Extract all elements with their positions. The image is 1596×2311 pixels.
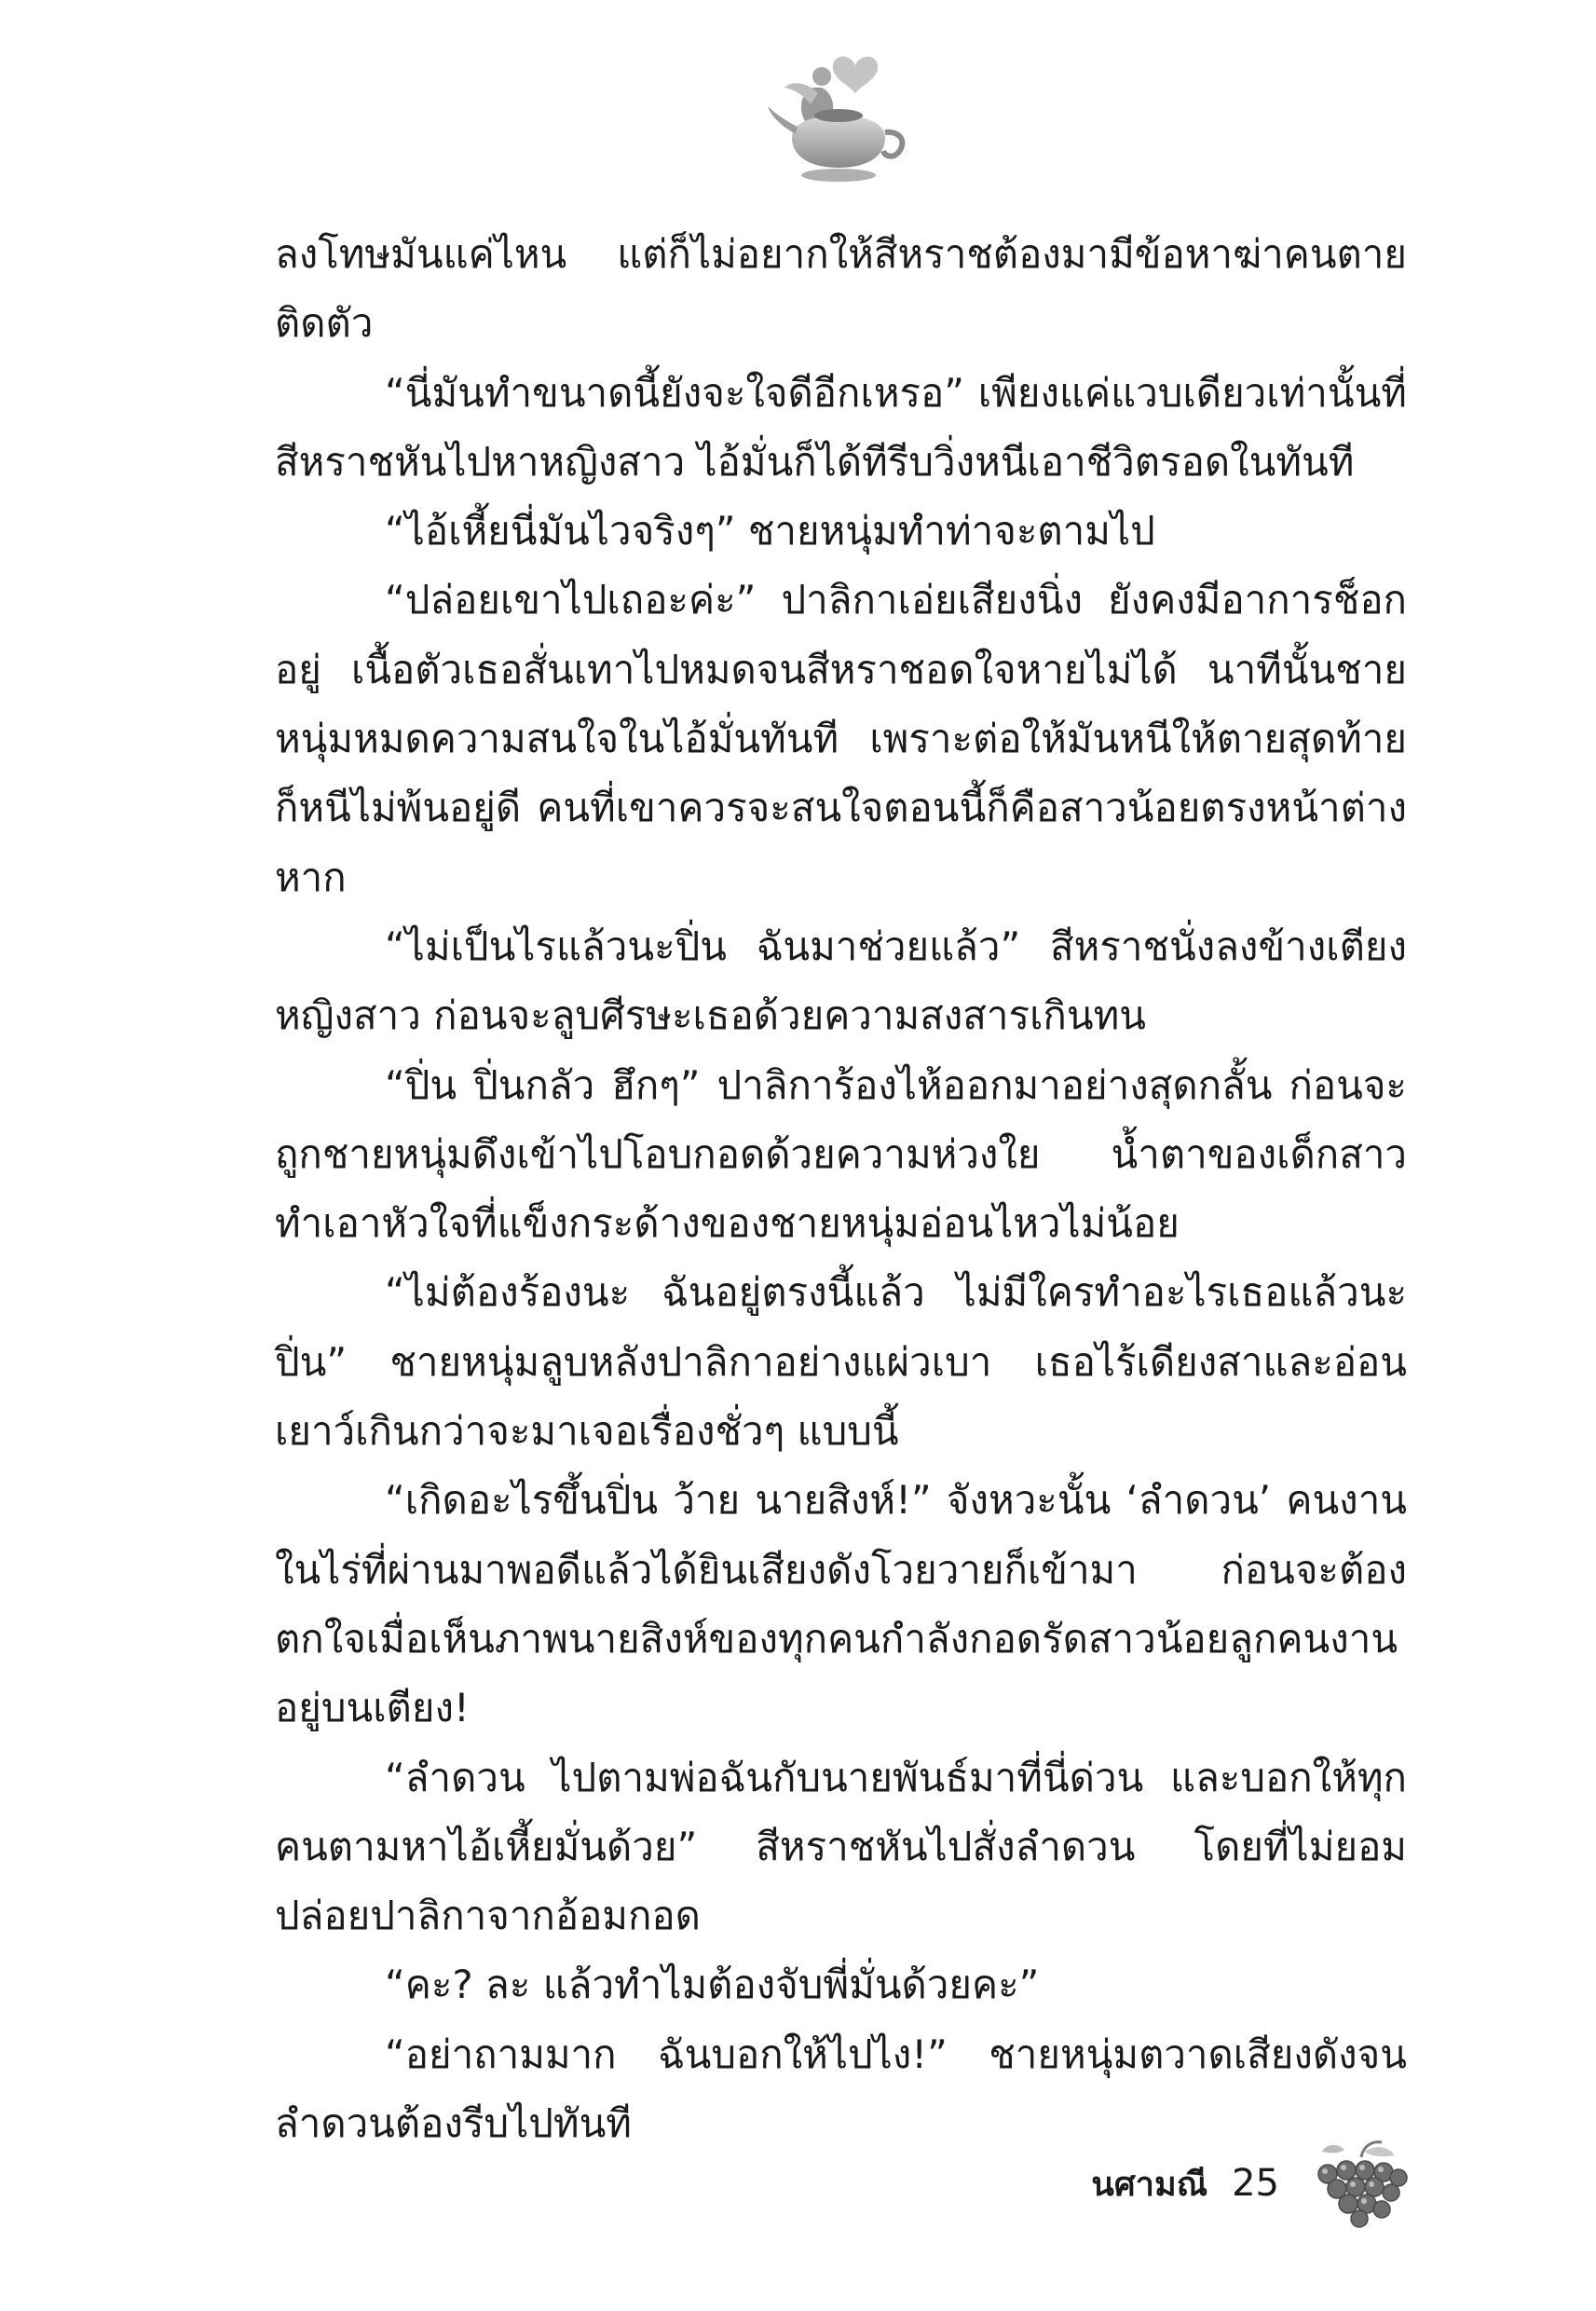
paragraph: “เกิดอะไรขึ้นปิ่น ว้าย นายสิงห์!” จังหวะนั้น ‘ลำดวน’ คนงานในไร่ที่ผ่านมาพอดีแล้วได้ยินเสียงดังโวยวายก็เข้ามา ก่อนจะต้องตกใจเมื่อเห็นภาพนายสิงห์ของทุกคนกำลังกอดรัดสาวน้อยลูกคนงานอยู่บนเตียง! — [275, 1477, 1407, 1731]
paragraph: “ปิ่น ปิ่นกลัว ฮึกๆ” ปาลิการ้องไห้ออกมาอย่างสุดกลั้น ก่อนจะถูกชายหนุ่มดึงเข้าไปโอบกอดด้วยความห่วงใย น้ำตาของเด็กสาวทำเอาหัวใจที่แข็งกระด้างของชายหนุ่มอ่อนไหวไม่น้อย — [275, 1061, 1407, 1247]
teapot-angel-ornament-icon — [764, 48, 913, 188]
paragraph: “ไม่เป็นไรแล้วนะปิ่น ฉันมาช่วยแล้ว” สีหราชนั่งลงข้างเตียงหญิงสาว ก่อนจะลูบศีรษะเธอด้วยความสงสารเกินทน — [275, 923, 1407, 1039]
paragraph: “ไอ้เหี้ยนี่มันไวจริงๆ” ชายหนุ่มทำท่าจะตามไป — [385, 508, 1155, 554]
paragraph: “ไม่ต้องร้องนะ ฉันอยู่ตรงนี้แล้ว ไม่มีใครทำอะไรเธอแล้วนะปิ่น” ชายหนุ่มลูบหลังปาลิกาอย่างแผ่วเบา เธอไร้เดียงสาและอ่อนเยาว์เกินกว่าจะมาเจอเรื่องชั่วๆ แบบนี้ — [275, 1269, 1407, 1455]
body-text — [275, 220, 1407, 2158]
paragraph: “ปล่อยเขาไปเถอะค่ะ” ปาลิกาเอ่ยเสียงนิ่ง ยังคงมีอาการช็อกอยู่ เนื้อตัวเธอสั่นเทาไปหมดจนสีหราชอดใจหายไม่ได้ นาทีนั้นชายหนุ่มหมดความสนใจในไอ้มั่นทันที เพราะต่อให้มันหนีให้ตายสุดท้ายก็หนีไม่พ้นอยู่ดี คนที่เขาควรจะสนใจตอนนี้ก็คือสาวน้อยตรงหน้าต่างหาก — [275, 577, 1407, 900]
book-title: นศามณี — [1091, 2165, 1208, 2204]
paragraph: “นี่มันทำขนาดนี้ยังจะใจดีอีกเหรอ” เพียงแค่แวบเดียวเท่านั้นที่สีหราชหันไปหาหญิงสาว ไอ้มั่นก็ได้ทีรีบวิ่งหนีเอาชีวิตรอดในทันที — [275, 369, 1407, 485]
paragraph: ลงโทษมันแค่ไหน แต่ก็ไม่อยากให้สีหราชต้องมามีข้อหาฆ่าคนตายติดตัว — [275, 231, 1407, 347]
page-footer — [1091, 2132, 1410, 2235]
grape-cluster-ornament-icon — [1307, 2137, 1410, 2230]
paragraph: “อย่าถามมาก ฉันบอกให้ไปไง!” ชายหนุ่มตวาดเสียงดังจนลำดวนต้องรีบไปทันที — [275, 2031, 1407, 2147]
paragraph: “ลำดวน ไปตามพ่อฉันกับนายพันธ์มาที่นี่ด่วน และบอกให้ทุกคนตามหาไอ้เหี้ยมั่นด้วย” สีหราชหันไปสั่งลำดวน โดยที่ไม่ยอมปล่อยปาลิกาจากอ้อมกอด — [275, 1754, 1407, 1939]
page-number: 25 — [1232, 2162, 1279, 2205]
paragraph: “คะ? ละ แล้วทำไมต้องจับพี่มั่นด้วยคะ” — [385, 1962, 1040, 2008]
